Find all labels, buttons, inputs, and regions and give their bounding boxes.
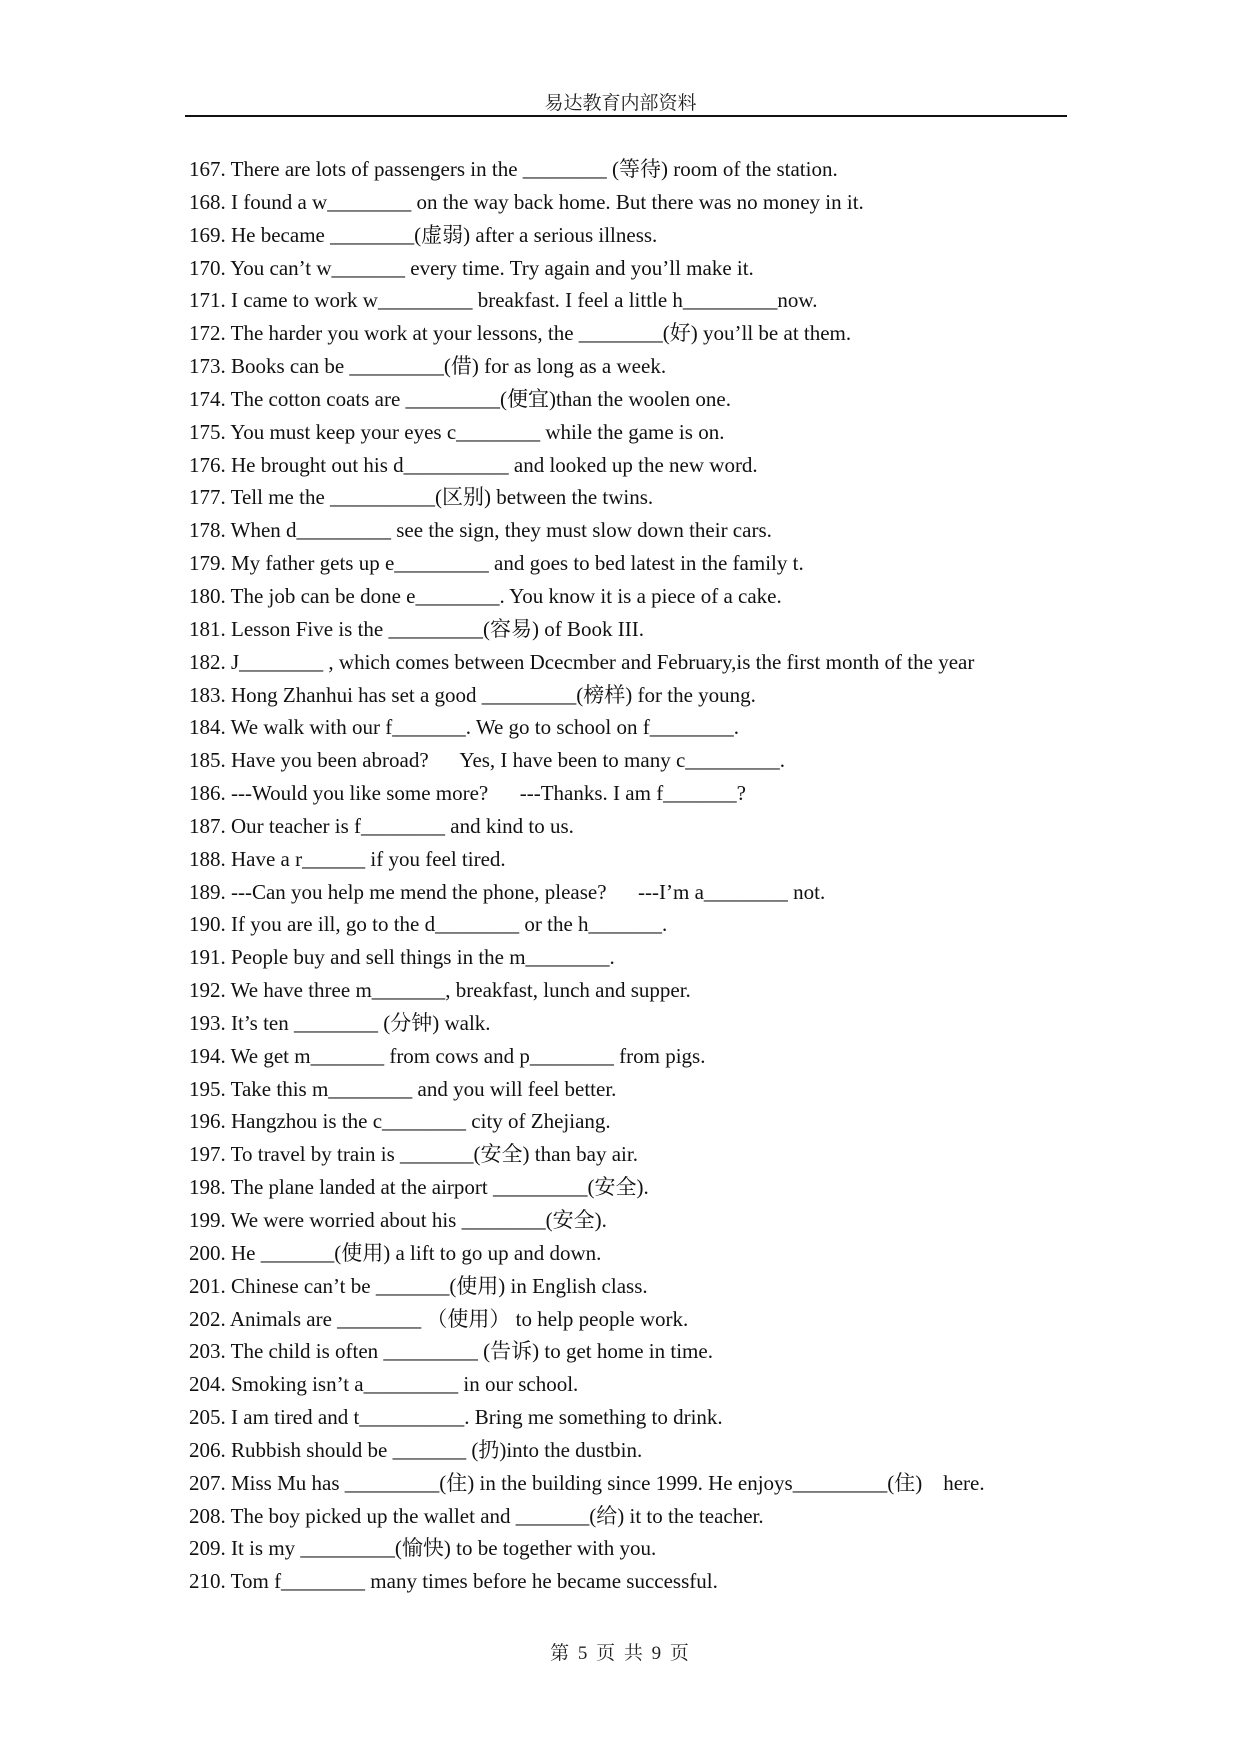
question-item: 177. Tell me the __________(区别) between the twins. bbox=[189, 485, 654, 510]
question-item: 192. We have three m_______, breakfast, lunch and supper. bbox=[189, 978, 691, 1003]
question-item: 187. Our teacher is f________ and kind to us. bbox=[189, 813, 574, 838]
question-item: 188. Have a r______ if you feel tired. bbox=[189, 846, 506, 871]
question-item: 204. Smoking isn’t a_________ in our school. bbox=[189, 1372, 579, 1397]
question-item: 171. I came to work w_________ breakfast. I feel a little h_________now. bbox=[189, 288, 818, 313]
question-item: 184. We walk with our f_______. We go to school on f________. bbox=[189, 715, 739, 740]
question-item: 203. The child is often _________ (告诉) to get home in time. bbox=[189, 1339, 713, 1364]
question-item: 182. J________ , which comes between Dcecmber and February,is the first month of the year bbox=[189, 649, 975, 674]
question-item: 186. ---Would you like some more? ---Thanks. I am f_______? bbox=[189, 781, 747, 806]
question-item: 208. The boy picked up the wallet and _______(给) it to the teacher. bbox=[189, 1503, 764, 1528]
question-item: 206. Rubbish should be _______ (扔)into the dustbin. bbox=[189, 1437, 643, 1462]
question-item: 180. The job can be done e________. You know it is a piece of a cake. bbox=[189, 583, 782, 608]
page-header-title: 易达教育内部资料 bbox=[544, 93, 697, 114]
question-item: 201. Chinese can’t be _______(使用) in English class. bbox=[189, 1273, 648, 1298]
question-item: 181. Lesson Five is the _________(容易) of Book III. bbox=[189, 616, 644, 641]
question-item: 179. My father gets up e_________ and goes to bed latest in the family t. bbox=[189, 551, 804, 576]
question-item: 193. It’s ten ________ (分钟) walk. bbox=[189, 1010, 491, 1035]
question-list bbox=[189, 153, 1089, 1598]
question-item: 173. Books can be _________(借) for as long as a week. bbox=[189, 354, 667, 379]
question-item: 189. ---Can you help me mend the phone, please? ---I’m a________ not. bbox=[189, 879, 826, 904]
question-item: 178. When d_________ see the sign, they must slow down their cars. bbox=[189, 518, 772, 543]
question-item: 200. He _______(使用) a lift to go up and down. bbox=[189, 1240, 602, 1265]
page-number-footer: 第 5 页 共 9 页 bbox=[550, 1643, 691, 1664]
question-item: 199. We were worried about his ________(安全). bbox=[189, 1208, 607, 1232]
question-item: 196. Hangzhou is the c________ city of Zhejiang. bbox=[189, 1109, 611, 1134]
question-item: 195. Take this m________ and you will feel better. bbox=[189, 1076, 617, 1101]
question-item: 185. Have you been abroad? Yes, I have been to many c_________. bbox=[189, 748, 786, 773]
question-item: 176. He brought out his d__________ and looked up the new word. bbox=[189, 452, 758, 477]
header-divider bbox=[185, 115, 1067, 117]
question-item: 172. The harder you work at your lessons, the ________(好) you’ll be at them. bbox=[189, 321, 852, 346]
question-item: 167. There are lots of passengers in the ________ (等待) room of the station. bbox=[189, 157, 838, 181]
question-item: 190. If you are ill, go to the d________ or the h_______. bbox=[189, 912, 668, 937]
question-item: 168. I found a w________ on the way back home. But there was no money in it. bbox=[189, 189, 864, 214]
question-item: 174. The cotton coats are _________(便宜)than the woolen one. bbox=[189, 386, 731, 411]
question-item: 194. We get m_______ from cows and p________ from pigs. bbox=[189, 1043, 706, 1068]
question-item: 169. He became ________(虚弱) after a serious illness. bbox=[189, 222, 658, 247]
question-item: 198. The plane landed at the airport _________(安全). bbox=[189, 1175, 649, 1200]
question-item: 210. Tom f________ many times before he became successful. bbox=[189, 1569, 718, 1594]
question-item: 197. To travel by train is _______(安全) than bay air. bbox=[189, 1142, 638, 1167]
question-item: 175. You must keep your eyes c________ while the game is on. bbox=[189, 419, 725, 444]
question-item: 170. You can’t w_______ every time. Try again and you’ll make it. bbox=[189, 255, 754, 280]
question-item: 202. Animals are ________ （使用） to help people work. bbox=[189, 1306, 689, 1331]
question-item: 183. Hong Zhanhui has set a good _________(榜样) for the young. bbox=[189, 682, 756, 707]
question-item: 207. Miss Mu has _________(住) in the building since 1999. He enjoys_________(住) here. bbox=[189, 1470, 985, 1495]
question-item: 205. I am tired and t__________. Bring me something to drink. bbox=[189, 1405, 723, 1430]
question-item: 191. People buy and sell things in the m________. bbox=[189, 945, 615, 970]
question-item: 209. It is my _________(愉快) to be together with you. bbox=[189, 1536, 657, 1561]
